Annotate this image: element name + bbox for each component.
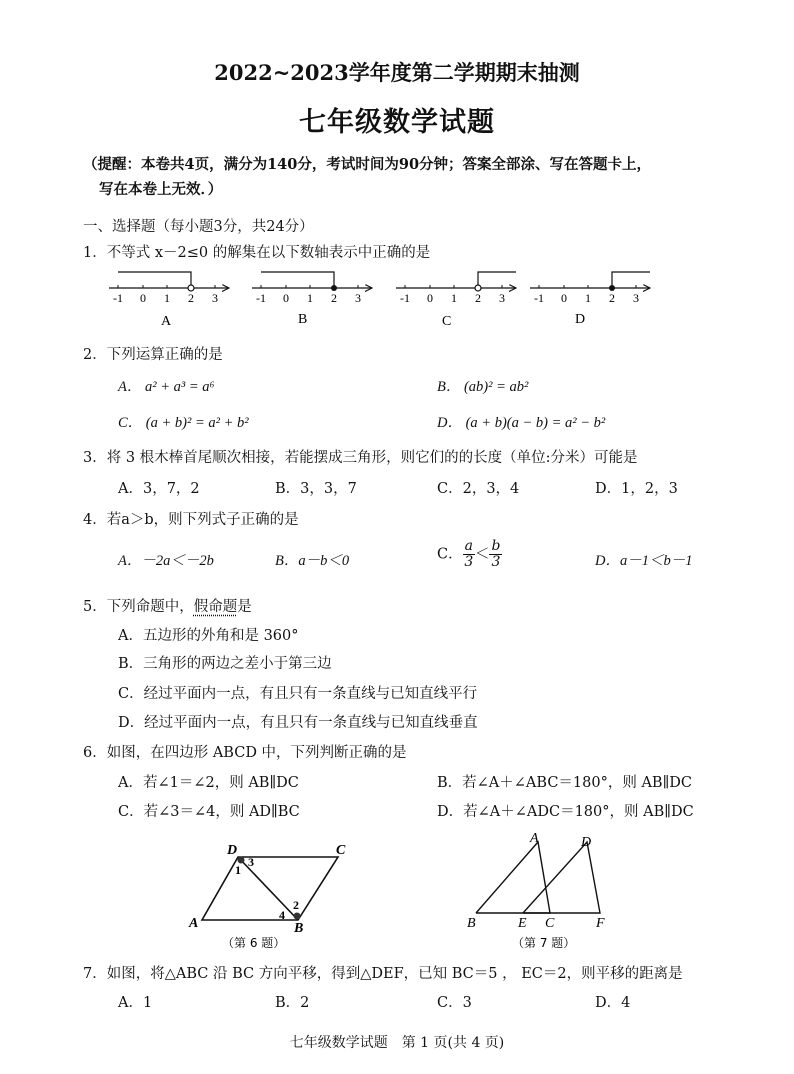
tick-label: 1: [585, 291, 591, 305]
tick-label: 0: [140, 291, 146, 305]
tick-label: -1: [534, 291, 544, 305]
number-line-b: [252, 272, 372, 327]
tick-label: 0: [427, 291, 433, 305]
q5-option-a: A．五边形的外角和是 360°: [118, 628, 299, 644]
q3-stem: 3．将 3 根木棒首尾顺次相接，若能摆成三角形，则它们的的长度（单位:分米）可能是: [83, 450, 638, 466]
tick-label: 0: [561, 291, 567, 305]
less-than-sign: ＜: [474, 546, 490, 563]
angle-4: 4: [279, 908, 285, 922]
q4-stem: 4．若a＞b，则下列式子正确的是: [83, 512, 299, 528]
q6-stem: 6．如图，在四边形 ABCD 中，下列判断正确的是: [83, 745, 407, 761]
q2-option-c: C． (a + b)² = a² + b²: [118, 415, 249, 431]
exam-title: 七年级数学试题: [299, 107, 495, 138]
number-line-a: [109, 272, 229, 329]
q5-option-c: C．经过平面内一点，有且只有一条直线与已知直线平行: [118, 686, 478, 702]
q7-option-a: A．1: [118, 995, 153, 1011]
section-title: 一、选择题（每小题3分，共24分）: [83, 219, 314, 235]
figure-7-caption: （第 7 题）: [512, 936, 576, 950]
label-b: B: [294, 921, 304, 936]
q1-number-lines: [104, 262, 664, 334]
angle-3: 3: [248, 855, 254, 869]
q3-option-b: B．3，3，7: [275, 481, 357, 497]
vertex-b-mark: [294, 913, 301, 920]
q3-option-a: A．3，7，2: [118, 481, 200, 497]
q4-option-c-prefix: C．: [437, 546, 463, 563]
tick-label: -1: [400, 291, 410, 305]
option-label-d: D: [575, 312, 586, 327]
exam-header: 2022~2023学年度第二学期期末抽测: [214, 60, 580, 85]
q1-stem: 1．不等式 x－2≤0 的解集在以下数轴表示中正确的是: [83, 245, 431, 261]
q4-option-c: [437, 539, 502, 570]
tick-label: 3: [355, 291, 361, 305]
tick-label: 1: [164, 291, 170, 305]
tick-label: 3: [212, 291, 218, 305]
label-f: F: [596, 916, 605, 931]
q2-option-b: B． (ab)² = ab²: [437, 379, 529, 395]
page-footer: 七年级数学试题 第 1 页(共 4 页): [289, 1035, 505, 1051]
label-c: C: [336, 843, 346, 858]
q2-option-d: D． (a + b)(a − b) = a² − b²: [437, 415, 606, 431]
q2-stem: 2．下列运算正确的是: [83, 347, 223, 363]
q6-option-d: D．若∠A＋∠ADC＝180°，则 AB∥DC: [437, 804, 694, 820]
fraction-b-over-3: $\frac{b}{3}$: [491, 538, 501, 570]
tick-label: 3: [499, 291, 505, 305]
tick-label: 3: [633, 291, 639, 305]
q2-option-a: A． a² + a³ = a⁶: [118, 379, 215, 395]
q5-option-b: B．三角形的两边之差小于第三边: [118, 656, 332, 672]
q6-option-a: A．若∠1＝∠2，则 AB∥DC: [118, 775, 299, 791]
q6-option-b: B．若∠A＋∠ABC＝180°，则 AB∥DC: [437, 775, 692, 791]
figure-6-quadrilateral: [180, 835, 370, 955]
q4-option-a: A．－2a＜－2b: [118, 553, 214, 569]
q7-option-b: B．2: [275, 995, 310, 1011]
label-d: D: [581, 835, 592, 850]
figure-6-caption: （第 6 题）: [222, 936, 286, 950]
label-a: A: [189, 916, 199, 931]
angle-1: 1: [235, 863, 241, 877]
q5-stem-pre: 5．下列命题中，: [83, 599, 194, 615]
figure-7-translation: [460, 830, 620, 955]
label-a: A: [530, 831, 539, 846]
label-c: C: [545, 916, 555, 931]
q7-option-c: C．3: [437, 995, 472, 1011]
fraction-a-over-3: $\frac{a}{3}$: [464, 538, 474, 570]
q3-option-d: D．1，2，3: [595, 481, 678, 497]
tick-label: 2: [331, 291, 337, 305]
angle-2: 2: [293, 898, 299, 912]
option-label-b: B: [298, 312, 308, 327]
notice-line1: （提醒：本卷共4页，满分为140分，考试时间为90分钟；答案全部涂、写在答题卡上，: [83, 156, 652, 173]
q5-stem-post: 是: [237, 599, 252, 615]
tick-label: 2: [475, 291, 481, 305]
number-line-c: [396, 272, 516, 329]
q7-stem: 7．如图，将△ABC 沿 BC 方向平移，得到△DEF，已知 BC＝5 ， EC＝2，则平移的距离是: [83, 966, 683, 982]
tick-label: 1: [451, 291, 457, 305]
q3-option-c: C．2，3，4: [437, 481, 520, 497]
q7-option-d: D．4: [595, 995, 631, 1011]
q5-option-d: D．经过平面内一点，有且只有一条直线与已知直线垂直: [118, 715, 478, 731]
tick-label: 0: [283, 291, 289, 305]
q4-option-b: B．a－b＜0: [275, 553, 350, 569]
label-b: B: [467, 916, 476, 931]
number-line-d: [530, 272, 650, 327]
label-d: D: [227, 843, 238, 858]
q4-option-d: D．a－1＜b－1: [595, 553, 693, 569]
option-label-a: A: [161, 314, 172, 329]
tick-label: 1: [307, 291, 313, 305]
tick-label: 2: [609, 291, 615, 305]
label-e: E: [518, 916, 527, 931]
q5-stem: [83, 595, 252, 616]
q5-stem-emphasis: 假命题: [193, 599, 238, 615]
option-label-c: C: [442, 314, 452, 329]
tick-label: -1: [113, 291, 123, 305]
notice-line2: 写在本卷上无效．）: [99, 181, 223, 198]
tick-label: 2: [188, 291, 194, 305]
q6-option-c: C．若∠3＝∠4，则 AD∥BC: [118, 804, 300, 820]
tick-label: -1: [256, 291, 266, 305]
